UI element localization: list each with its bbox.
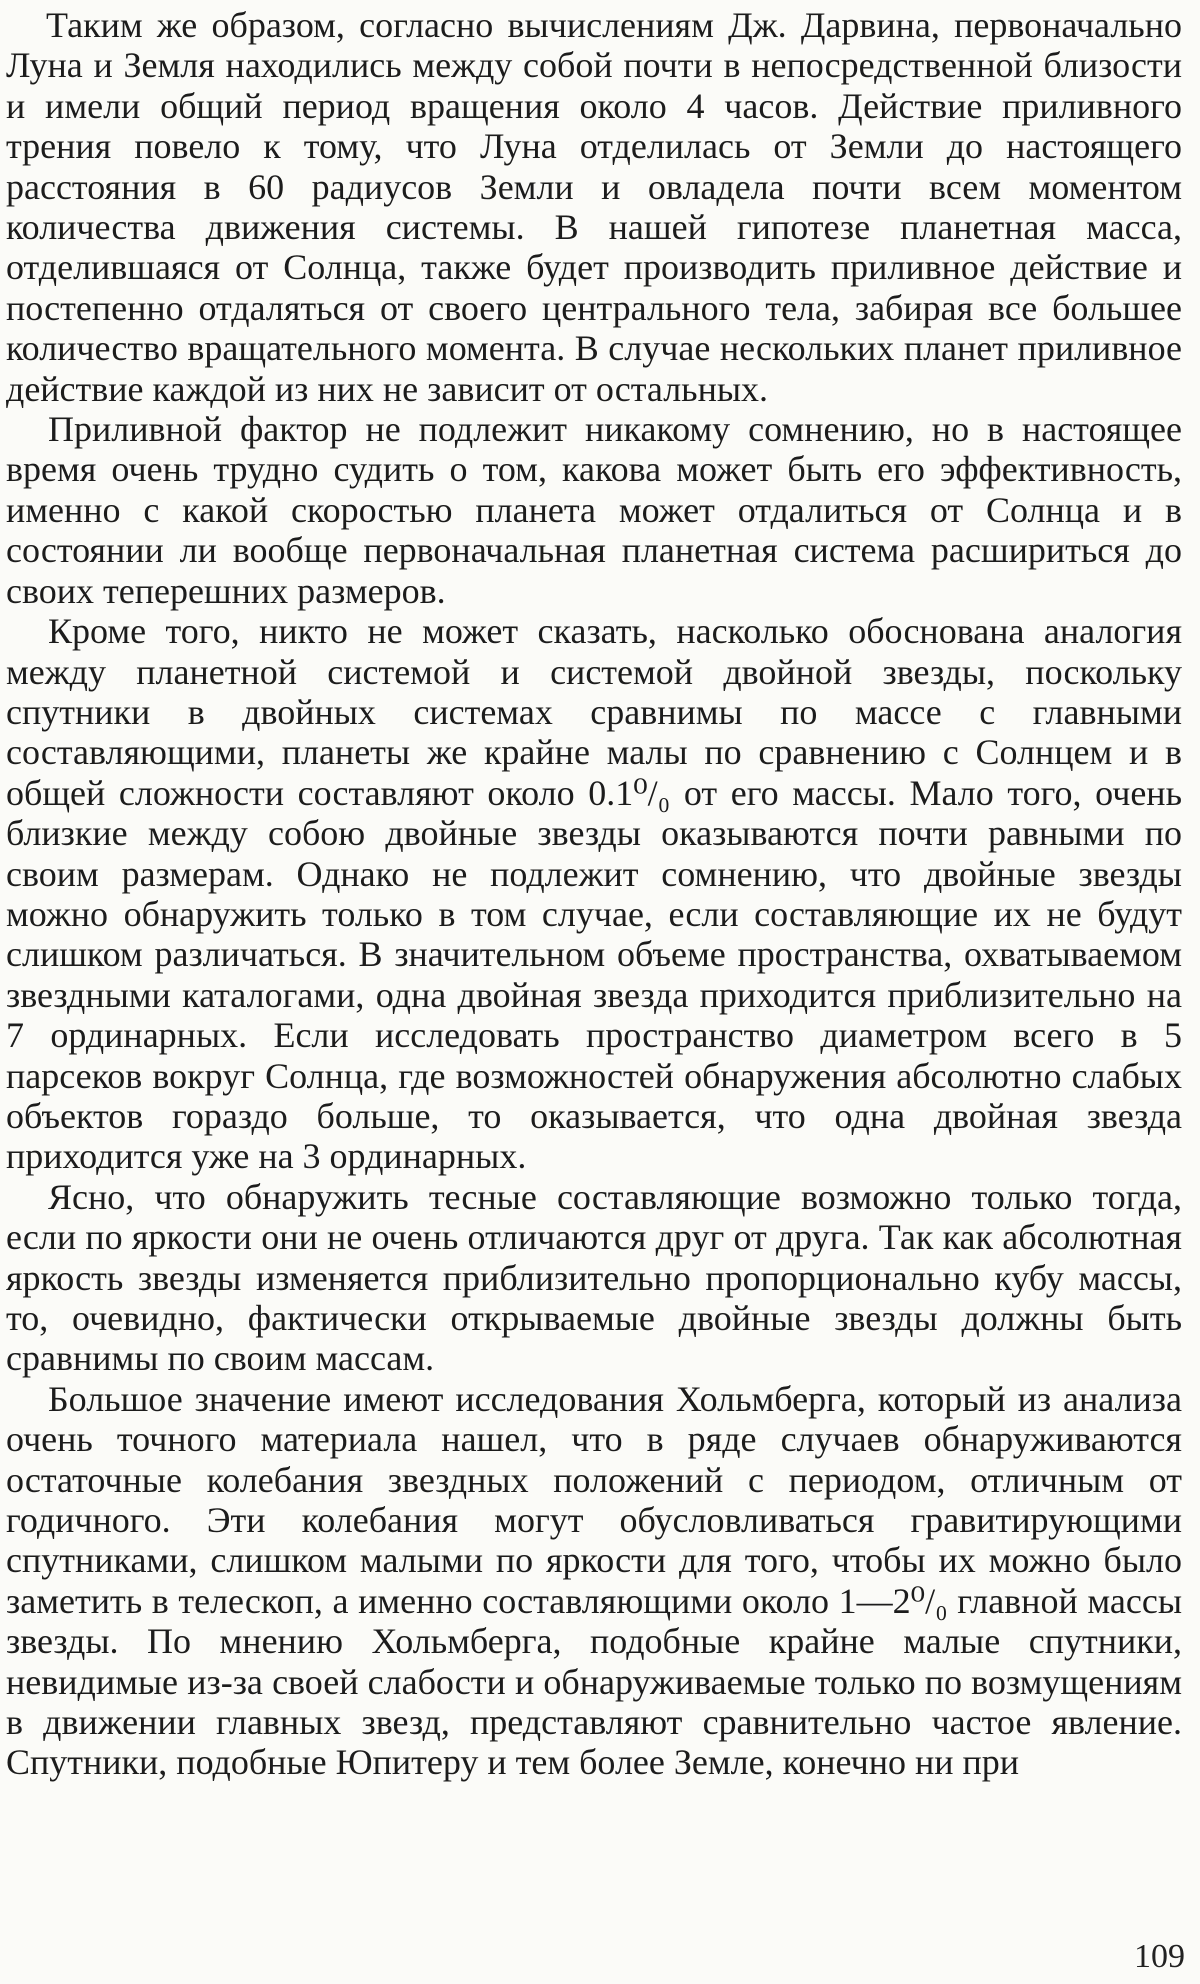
paragraph-3: Кроме того, никто не может сказать, насколько обоснована аналогия между планетной системой и системой двойной звезды, поскольку спутники в двойных системах сравнимы по массе с главными составляющими, планеты же крайне малы по сравнению с Солнцем и в общей сложности составляют около 0.1⁰/₀ от его массы. Мало того, очень близкие между собою двойные звезды оказываются почти равными по своим размерам. Однако не подлежит сомнению, что двойные звезды можно обнаружить только в том случае, если составляющие их не будут слишком различаться. В значительном объеме пространства, охватываемом звездными каталогами, одна двойная звезда приходится приблизительно на 7 ординарных. Если исследовать пространство диаметром всего в 5 парсеков вокруг Солнца, где возможностей обнаружения абсолютно слабых объектов гораздо больше, то оказывается, что одна двойная звезда приходится уже на 3 ординарных. [6,611,1182,1177]
paragraph-1: Таким же образом, согласно вычислениям Дж. Дарвина, первоначально Луна и Земля находились между собой почти в непосредственной близости и имели общий период вращения около 4 часов. Действие приливного трения повело к тому, что Луна отделилась от Земли до настоящего расстояния в 60 радиусов Земли и овладела почти всем моментом количества движения системы. В нашей гипотезе планетная масса, отделившаяся от Солнца, также будет производить приливное действие и постепенно отдаляться от своего центрального тела, забирая все большее количество вращательного момента. В случае нескольких планет приливное действие каждой из них не зависит от остальных. [6,5,1182,409]
page-number: 109 [1134,1938,1185,1975]
paragraph-5: Большое значение имеют исследования Хольмберга, который из анализа очень точного материала нашел, что в ряде случаев обнаруживаются остаточные колебания звездных положений с периодом, отличным от годичного. Эти колебания могут обусловливаться гравитирующими спутниками, слишком малыми по яркости для того, чтобы их можно было заметить в телескоп, а именно составляющими около 1—2⁰/₀ главной массы звезды. По мнению Хольмберга, подобные крайне малые спутники, невидимые из-за своей слабости и обнаруживаемые только по возмущениям в движении главных звезд, представляют сравнительно частое явление. Спутники, подобные Юпитеру и тем более Земле, конечно ни при [6,1378,1182,1783]
paragraph-2: Приливной фактор не подлежит никакому сомнению, но в настоящее время очень трудно судить о том, какова может быть его эффективность, именно с какой скоростью планета может отдалиться от Солнца и в состоянии ли вообще первоначальная планетная система расшириться до своих теперешних размеров. [6,409,1182,611]
paragraph-4: Ясно, что обнаружить тесные составляющие возможно только тогда, если по яркости они не очень отличаются друг от друга. Так как абсолютная яркость звезды изменяется приблизительно пропорционально кубу массы, то, очевидно, фактически открываемые двойные звезды должны быть сравнимы по своим массам. [6,1176,1182,1379]
page-text-body [6,5,1182,1783]
